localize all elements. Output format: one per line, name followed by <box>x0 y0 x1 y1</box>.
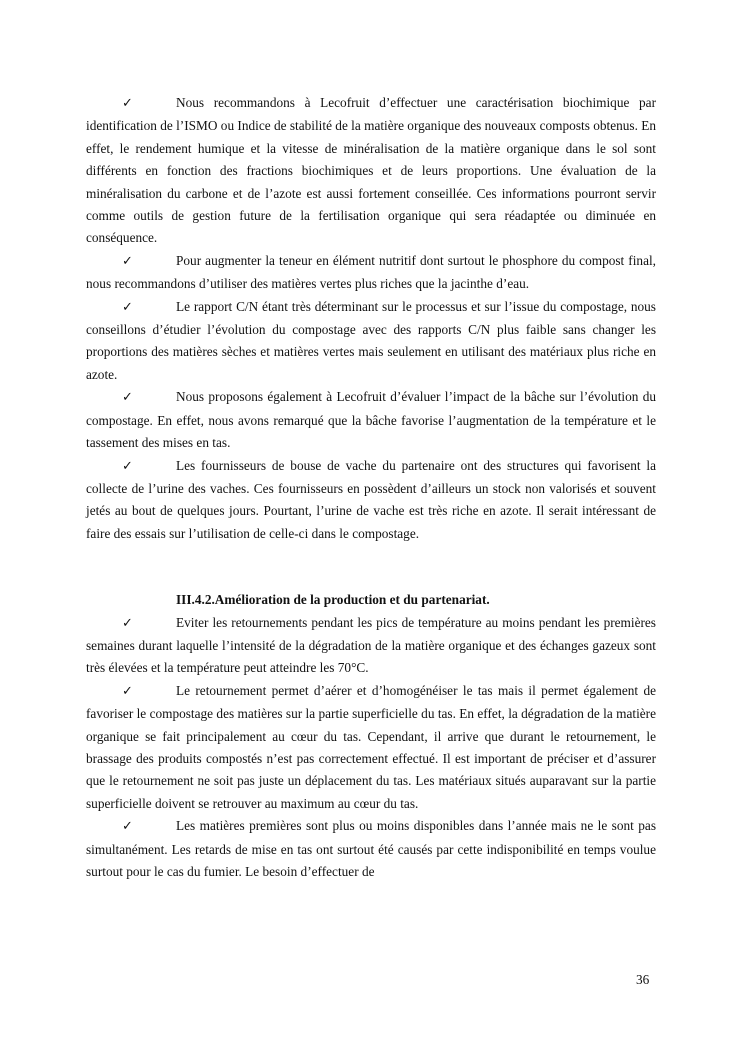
recommendation-item <box>86 296 656 387</box>
checkmark-icon: ✓ <box>122 615 133 631</box>
recommendation-item <box>86 455 656 546</box>
item-text: Le rapport C/N étant très déterminant sur le processus et sur l’issue du compostage, nous conseillons d’étudier l’évolution du compostage avec des rapports C/N plus faible sans changer les proportions des matières sèches et matières vertes mais seulement en utilisant des matériaux plus riche en azote. <box>86 298 656 382</box>
checkmark-icon: ✓ <box>122 96 133 111</box>
checkmark-icon: ✓ <box>122 819 133 835</box>
item-text: Eviter les retournements pendant les pics de température au moins pendant les premières semaines durant laquelle l’intensité de la dégradation de la matière organique et des échanges gazeux sont très élevées et la température peut atteindre les 70°C. <box>86 614 656 676</box>
item-text: Nous proposons également à Lecofruit d’évaluer l’impact de la bâche sur l’évolution du compostage. En effet, nous avons remarqué que la bâche favorise l’augmentation de la température et le tassement des mises en tas. <box>86 389 656 451</box>
checkmark-icon: ✓ <box>122 390 133 406</box>
item-text: Nous recommandons à Lecofruit d’effectuer une caractérisation biochimique par identification de l’ISMO ou Indice de stabilité de la matière organique des nouveaux composts obtenus. En effet, le rendement humique et la vitesse de minéralisation de la matière organique dans le sol sont différents en fonction des fractions biochimiques et de leurs proportions. Une évaluation de la minéralisation du carbone et de l’azote est aussi fortement conseillée. Ces informations pourront servir comme outils de gestion future de la fertilisation organique qui sera réadaptée ou diminuée en conséquence. <box>86 95 656 246</box>
recommendation-item <box>86 92 656 250</box>
item-text: Les fournisseurs de bouse de vache du partenaire ont des structures qui favorisent la collecte de l’urine des vaches. Ces fournisseurs en possèdent d’ailleurs un stock non valorisés et souvent jetés au bout de quelques jours. Pourtant, l’urine de vache est très riche en azote. Il serait intéressant de faire des essais sur l’utilisation de celle-ci dans le compostage. <box>86 457 656 541</box>
checkmark-icon: ✓ <box>122 458 133 474</box>
recommendation-item <box>86 386 656 454</box>
page-body <box>86 92 656 883</box>
checkmark-icon: ✓ <box>122 299 133 315</box>
item-text: Les matières premières sont plus ou moins disponibles dans l’année mais ne le sont pas simultanément. Les retards de mise en tas ont surtout été causés par cette indisponibilité en temps voulue surtout pour le cas du fumier. Le besoin d’effectuer de <box>86 818 656 879</box>
checkmark-icon: ✓ <box>122 253 133 269</box>
recommendation-item <box>86 815 656 883</box>
section-heading: III.4.2.Amélioration de la production et du partenariat. <box>176 592 490 608</box>
recommendation-item <box>86 612 656 680</box>
recommendation-item <box>86 680 656 815</box>
item-text: Le retournement permet d’aérer et d’homogénéiser le tas mais il permet également de favoriser le compostage des matières sur la partie superficielle du tas. En effet, la dégradation de la matière organique se fait principalement au cœur du tas. Cependant, il arrive que durant le retournement, le brassage des produits compostés n’est pas correctement effectué. Il est important de préciser et d’assurer que le retournement ne soit pas juste un déplacement du tas. Les matériaux situés auparavant sur la partie superficielle doivent se retrouver au maximum au cœur du tas. <box>86 682 656 811</box>
section-spacer <box>86 545 656 589</box>
item-text: Pour augmenter la teneur en élément nutritif dont surtout le phosphore du compost final, nous recommandons d’utiliser des matières vertes plus riches que la jacinthe d’eau. <box>86 252 656 292</box>
recommendation-item <box>86 250 656 296</box>
checkmark-icon: ✓ <box>122 683 133 699</box>
page-number: 36 <box>636 972 650 987</box>
